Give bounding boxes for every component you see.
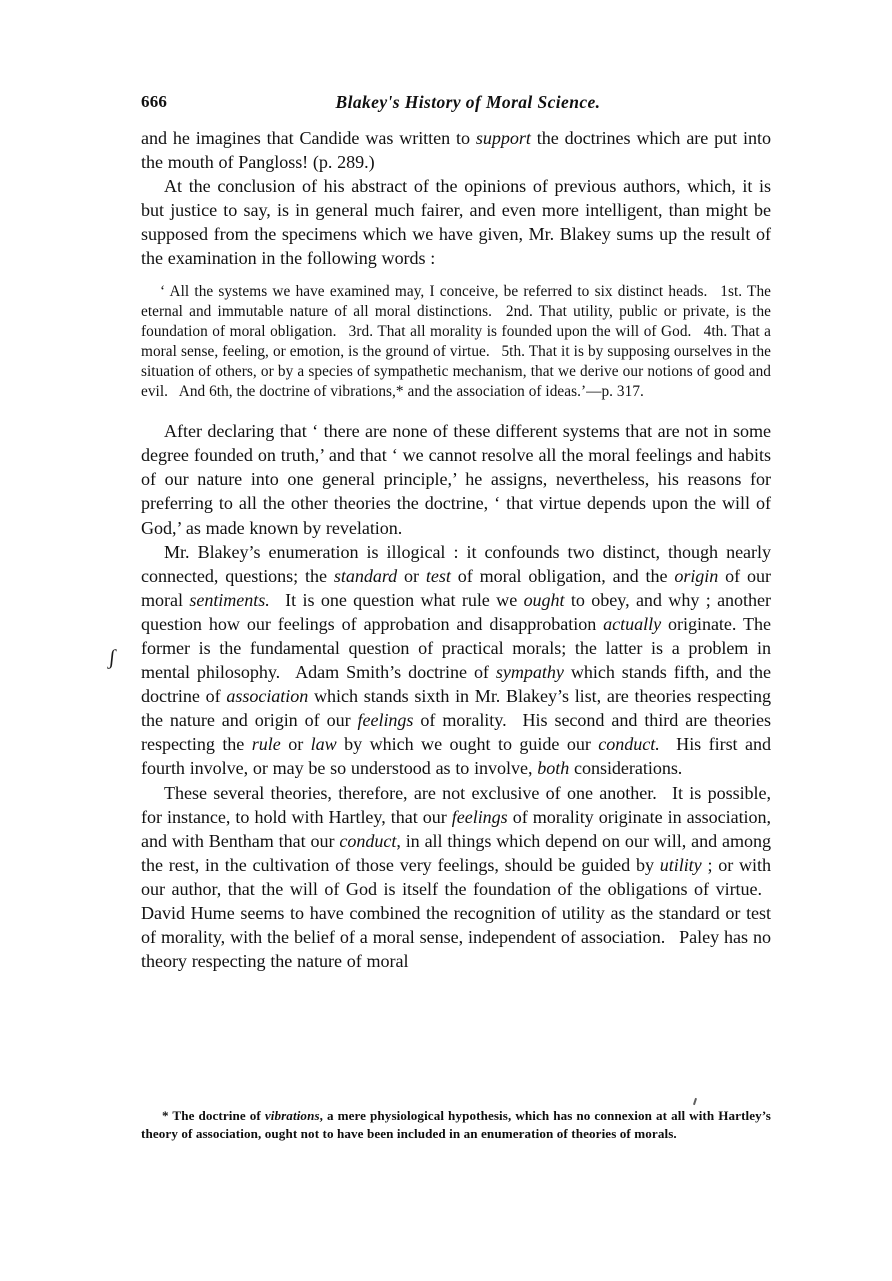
- paragraph-conclusion: At the conclusion of his abstract of the opinions of previous authors, which, it is but justice to say, is in general much fairer, and even more intelligent, than might be supposed from the specimens which we have given, Mr. Blakey sums up the result of the examination in the following words :: [141, 176, 771, 269]
- footnote-vibrations: * The doctrine of vibrations, a mere physiological hypothesis, which has no connexion at all with Hartley’s theory of association, ought not to have been included in an enumeration of theories of morals.: [141, 1108, 772, 1141]
- scan-speck: [693, 1098, 697, 1105]
- paragraph-candide: and he imagines that Candide was written to support the doctrines which are put into the mouth of Pangloss! (p. 289.): [141, 128, 771, 173]
- block-quote-six-heads: ‘ All the systems we have examined may, I conceive, be referred to six distinct heads. 1st. The eternal and immutable nature of all moral distinctions. 2nd. That utility, public or private, is the foundation of moral obligation. 3rd. That all morality is founded upon the will of God. 4th. That a moral sense, feeling, or emotion, is the ground of virtue. 5th. That it is by supposing ourselves in the situation of others, or by a species of sympathetic mechanism, that we derive our notions of good and evil. And 6th, the doctrine of vibrations,* and the association of ideas.’—p. 317.: [141, 282, 771, 401]
- text-column: [141, 126, 771, 973]
- paragraph-several-theories: These several theories, therefore, are not exclusive of one another. It is possible, for instance, to hold with Hartley, that our feelings of morality originate in association, and with Bentham that our conduct, in all things which depend on our will, and among the rest, in the cultivation of those very feelings, should be guided by utility ; or with our author, that the will of God is itself the foundation of the obligations of virtue. David Hume seems to have combined the recognition of utility as the standard or test of morality, with the belief of a moral sense, independent of association. Paley has no theory respecting the nature of moral: [141, 782, 772, 972]
- running-title: Blakey's History of Moral Science.: [335, 92, 601, 112]
- running-head: [141, 92, 771, 116]
- marginalia-mark: ʃ: [108, 644, 116, 670]
- page-folio-number: 666: [141, 92, 168, 111]
- quote-spacer: [141, 402, 771, 419]
- paragraph-after-declaring: After declaring that ‘ there are none of these different systems that are not in some degree founded on truth,’ and that ‘ we cannot resolve all the moral feelings and habits of our nature into one general principle,’ he assigns, nevertheless, his reasons for preferring to all the other theories the doctrine, ‘ that virtue depends upon the will of God,’ as made known by revelation.: [141, 421, 771, 538]
- paragraph-enumeration: Mr. Blakey’s enumeration is illogical : it confounds two distinct, though nearly connected, questions; the standard or test of moral obligation, and the origin of our moral sentiments. It is one question what rule we ought to obey, and why ; another question how our feelings of approbation and disapprobation actually originate. The former is the fundamental question of practical morals; the latter is a problem in mental philosophy. Adam Smith’s doctrine of sympathy which stands fifth, and the doctrine of association which stands sixth in Mr. Blakey’s list, are theories respecting the nature and origin of our feelings of morality. His second and third are theories respecting the rule or law by which we ought to guide our conduct. His first and fourth involve, or may be so understood as to involve, both considerations.: [141, 541, 772, 779]
